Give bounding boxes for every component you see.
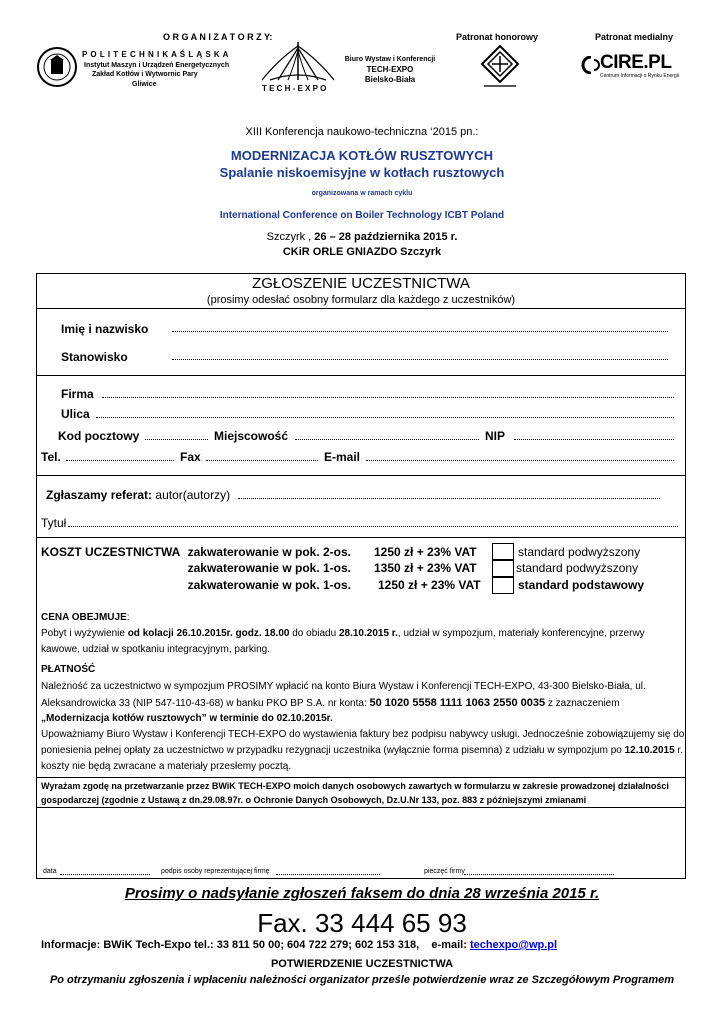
conference-international: International Conference on Boiler Technology ICBT Poland xyxy=(219,210,505,221)
cost-option-price: 1350 zł + 23% VAT xyxy=(374,561,477,575)
email-field[interactable] xyxy=(366,460,674,461)
stamp-field[interactable] xyxy=(464,874,614,875)
cost-option-checkbox[interactable] xyxy=(492,543,514,560)
city-label: Miejscowość xyxy=(214,429,289,443)
form-note: (prosimy odesłać osobny formularz dla każdego z uczestników) xyxy=(206,294,516,306)
fax-field[interactable] xyxy=(206,460,318,461)
postcode-field[interactable] xyxy=(145,439,208,440)
conference-venue: CKiR ORLE GNIAZDO Szczyrk xyxy=(282,246,442,258)
conference-subtitle: Spalanie niskoemisyjne w kotłach rusztowych xyxy=(219,165,505,180)
cost-option-desc: zakwaterowanie w pok. 2-os. xyxy=(187,545,351,559)
nip-label: NIP xyxy=(485,429,506,443)
biuro-line2: TECH-EXPO xyxy=(366,65,414,74)
divider xyxy=(36,475,686,476)
form-title: ZGŁOSZENIE UCZESTNICTWA xyxy=(252,275,470,292)
name-label: Imię i nazwisko xyxy=(61,322,149,336)
polsl-city: Gliwice xyxy=(132,81,157,88)
polsl-seal-logo xyxy=(36,46,78,88)
divider xyxy=(36,807,686,808)
patronat-honorowy-label: Patronat honorowy xyxy=(456,32,539,42)
divider xyxy=(36,537,686,538)
cost-label: KOSZT UCZESTNICTWA xyxy=(41,545,181,559)
cena-heading: CENA OBEJMUJE: xyxy=(41,612,130,623)
divider xyxy=(36,308,686,309)
cost-option-standard: standard podstawowy xyxy=(518,578,645,592)
company-label: Firma xyxy=(61,387,94,401)
referat-title-label: Tytuł xyxy=(41,516,67,530)
cire-icon xyxy=(580,56,602,74)
platnosc-line2: Aleksandrowicka 33 (NIP 547-110-43-68) w banku PKO BP S.A. nr konta: 50 1020 5558 1111 1063 2550 0035 z zaznaczeniem xyxy=(41,697,620,709)
cena-line1: Pobyt i wyżywienie od kolacji 26.10.2015r. godz. 18.00 do obiadu 28.10.2015 r., udział w sympozjum, materiały konferencyjne, przerwy xyxy=(41,628,645,639)
cire-name: CIRE.PL xyxy=(600,52,672,73)
footer-email-link[interactable]: techexpo@wp.pl xyxy=(469,939,558,951)
platnosc-line1: Należność za uczestnictwo w sympozjum PROSIMY wpłacić na konto Biura Wystaw i Konferencji TECH-EXPO, 43-300 Bielsko-Biała, ul. xyxy=(41,681,646,692)
cost-option-checkbox[interactable] xyxy=(492,560,514,577)
tel-label: Tel. xyxy=(41,450,61,464)
street-label: Ulica xyxy=(61,407,90,421)
position-field[interactable] xyxy=(172,359,668,360)
cost-option-price: 1250 zł + 23% VAT xyxy=(374,545,477,559)
tech-expo-logo-text: T E C H - E X P O xyxy=(262,84,327,93)
divider xyxy=(36,375,686,376)
tech-expo-logo xyxy=(258,40,338,82)
referat-author-field[interactable] xyxy=(238,498,660,499)
polsl-institute: Instytut Maszyn i Urządzeń Energetycznych xyxy=(84,62,230,69)
street-field[interactable] xyxy=(96,417,674,418)
patronat-medialny-label: Patronat medialny xyxy=(595,32,674,42)
platnosc-line6: koszty nie będą zwracane a materiały przesłemy pocztą. xyxy=(41,761,292,772)
platnosc-line5: poniesienia pełnej opłaty za uczestnictwo w przypadku rezygnacji uczestnika (wyłącznie forma pisemna) z udziału w sympozjum po 12.10.2015 r. xyxy=(41,745,684,756)
tel-field[interactable] xyxy=(66,460,174,461)
confirm-title: POTWIERDZENIE UCZESTNICTWA xyxy=(270,958,454,970)
biuro-line1: Biuro Wystaw i Konferencji xyxy=(344,56,436,63)
stamp-label: pieczęć firmy xyxy=(424,868,465,875)
conference-cycle-note: organizowana w ramach cyklu xyxy=(311,190,413,197)
cost-option-desc: zakwaterowanie w pok. 1-os. xyxy=(187,561,351,575)
cost-option-desc: zakwaterowanie w pok. 1-os. xyxy=(187,578,351,592)
footer-info: Informacje: BWiK Tech-Expo tel.: 33 811 50 00; 604 722 279; 602 153 318, e-mail: techexpo@wp.pl xyxy=(41,939,558,951)
platnosc-line4: Upoważniamy Biuro Wystaw i Konferencji TECH-EXPO do wystawienia faktury bez podpisu nabywcy usługi. Jednocześnie zobowiązujemy się do xyxy=(41,729,685,740)
conference-title: MODERNIZACJA KOTŁÓW RUSZTOWYCH xyxy=(230,148,494,163)
footer-request: Prosimy o nadsyłanie zgłoszeń faksem do dnia 28 września 2015 r. xyxy=(124,885,600,902)
divider xyxy=(36,777,686,778)
company-field[interactable] xyxy=(102,397,674,398)
position-label: Stanowisko xyxy=(61,350,128,364)
nip-field[interactable] xyxy=(514,439,674,440)
polsl-department: Zakład Kotłów i Wytwornic Pary xyxy=(92,71,198,78)
consent-line2: gospodarczej (zgodnie z Ustawą z dn.29.08.97r. o Ochronie Danych Osobowych, Dz.U.Nr 133, poz. 883 z późniejszymi zmianami xyxy=(41,795,587,805)
platnosc-heading: PŁATNOŚĆ xyxy=(41,664,96,675)
cire-subtitle: Centrum Informacji o Rynku Energii xyxy=(600,73,679,79)
referat-label: Zgłaszamy referat: autor(autorzy) xyxy=(46,488,231,502)
cost-option-price: 1250 zł + 23% VAT xyxy=(378,578,481,592)
postcode-label: Kod pocztowy xyxy=(58,429,140,443)
email-label: E-mail xyxy=(324,450,361,464)
cost-option-standard: standard podwyższony xyxy=(516,561,639,575)
fax-label: Fax xyxy=(180,450,201,464)
confirm-text: Po otrzymaniu zgłoszenia i wpłaceniu należności organizator prześle potwierdzenie wraz ze Szczegółowym Programem xyxy=(49,974,675,986)
date-label: data xyxy=(43,868,57,875)
sign-label: podpis osoby reprezentującej firmę xyxy=(161,868,270,875)
consent-line1: Wyrażam zgodę na przetwarzanie przez BWiK TECH-EXPO moich danych osobowych zawartych w formularzu w zakresie prowadzonej działalności xyxy=(41,781,669,791)
city-field[interactable] xyxy=(295,439,479,440)
name-field[interactable] xyxy=(172,331,668,332)
organizers-label: O R G A N I Z A T O R Z Y: xyxy=(163,32,273,42)
biuro-line3: Bielsko-Biała xyxy=(364,75,416,84)
referat-title-field[interactable] xyxy=(68,526,678,527)
footer-fax: Fax. 33 444 65 93 xyxy=(257,908,467,938)
cena-line2: kawowe, udział w spotkaniu integracyjnym, parking. xyxy=(41,644,270,655)
date-field[interactable] xyxy=(60,874,150,875)
cost-option-standard: standard podwyższony xyxy=(518,545,641,559)
conference-date: Szczyrk , 26 – 28 października 2015 r. xyxy=(266,231,458,243)
cost-option-checkbox[interactable] xyxy=(492,577,514,594)
platnosc-line3: „Modernizacja kotłów rusztowych” w terminie do 02.10.2015r. xyxy=(41,713,333,724)
conference-edition: XIII Konferencja naukowo-techniczna ‘2015 pn.: xyxy=(245,126,479,138)
honorary-patron-logo xyxy=(478,44,522,90)
sign-field[interactable] xyxy=(276,874,380,875)
polsl-name: P O L I T E C H N I K A Ś L Ą S K A xyxy=(82,50,229,59)
